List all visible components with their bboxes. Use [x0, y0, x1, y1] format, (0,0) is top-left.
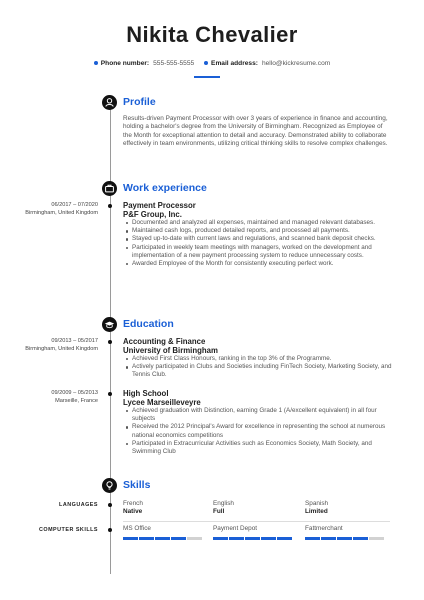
- work-date-range: 06/2017 – 07/2020: [51, 202, 98, 208]
- language-item: [305, 500, 389, 516]
- skill-level-segment: [229, 537, 244, 540]
- language-item: [123, 500, 207, 516]
- skill-level-segment: [187, 537, 202, 540]
- bullet-dot-icon: [94, 61, 98, 65]
- company-name: P&F Group, Inc.: [123, 210, 182, 219]
- email-label: Email address:: [211, 60, 258, 67]
- phone-value: 555-555-5555: [153, 60, 195, 67]
- skill-level-segment: [213, 537, 228, 540]
- list-item: Stayed up-to-date with current laws and regulations, and scanned bank deposit checks.: [132, 235, 394, 243]
- computer-skill-name: MS Office: [123, 525, 151, 532]
- header-accent-bar: [194, 76, 220, 78]
- list-item: Participated in weekly team meetings with managers, worked on the development and implementation of a new payment processing system to reduce unnecessary costs.: [132, 244, 394, 260]
- person-icon: [102, 95, 117, 110]
- skill-level-bar: [305, 537, 384, 540]
- skill-level-segment: [305, 537, 320, 540]
- language-name: French: [123, 500, 143, 507]
- job-title: Payment Processor: [123, 201, 196, 210]
- education-date-range: 09/2013 – 05/2017: [51, 338, 98, 344]
- skill-level-segment: [245, 537, 260, 540]
- skill-level-segment: [369, 537, 384, 540]
- list-item: Participated in Extracurricular Activities such as Economics Society, Math Society, and Swimming Club: [132, 440, 394, 456]
- skill-level-segment: [261, 537, 276, 540]
- lightbulb-icon: [102, 478, 117, 493]
- list-item: Awarded Employee of the Month for consistently executing perfect work.: [132, 260, 394, 268]
- skill-level-segment: [155, 537, 170, 540]
- language-name: English: [213, 500, 234, 507]
- degree-title: High School: [123, 389, 169, 398]
- school-name: University of Birmingham: [123, 346, 218, 355]
- section-title-education: Education: [123, 318, 174, 330]
- computer-skill-name: Payment Depot: [213, 525, 258, 532]
- section-title-profile: Profile: [123, 96, 156, 108]
- contact-email: [204, 60, 330, 67]
- section-title-work: Work experience: [123, 182, 207, 194]
- education-date-range: 09/2009 – 05/2013: [51, 390, 98, 396]
- timeline-dot: [108, 528, 112, 532]
- computer-skill-item: [305, 525, 389, 533]
- computer-skill-item: [213, 525, 297, 533]
- languages-label: LANGUAGES: [59, 502, 98, 508]
- graduation-cap-icon: [102, 317, 117, 332]
- timeline-dot: [108, 204, 112, 208]
- list-item: Achieved First Class Honours, ranking in the top 3% of the Programme.: [132, 355, 394, 363]
- list-item: Maintained cash logs, produced detailed reports, and processed all payments.: [132, 227, 394, 235]
- bullet-dot-icon: [204, 61, 208, 65]
- computer-skills-label: COMPUTER SKILLS: [38, 527, 98, 533]
- contact-line: [0, 60, 424, 67]
- divider: [123, 521, 390, 522]
- timeline-dot: [108, 392, 112, 396]
- skill-level-segment: [123, 537, 138, 540]
- education-dates: [10, 338, 98, 353]
- education-dates: [10, 390, 98, 405]
- timeline-dot: [108, 503, 112, 507]
- education-bullet-list: [132, 355, 394, 380]
- section-title-skills: Skills: [123, 479, 151, 491]
- work-dates: [10, 202, 98, 217]
- list-item: Achieved graduation with Distinction, earning Grade 1 (A/excellent equivalent) in all four subjects: [132, 407, 394, 423]
- list-item: Actively participated in Clubs and Societies including FinTech Society, Marketing Society, and Tennis Club.: [132, 363, 394, 379]
- skill-level-bar: [123, 537, 202, 540]
- degree-title: Accounting & Finance: [123, 337, 206, 346]
- work-location: Birmingham, United Kingdom: [25, 209, 98, 216]
- skill-level-segment: [171, 537, 186, 540]
- skill-level-bar: [213, 537, 292, 540]
- language-item: [213, 500, 297, 516]
- language-level: Limited: [305, 508, 328, 516]
- computer-skill-item: [123, 525, 207, 533]
- skill-level-segment: [337, 537, 352, 540]
- skill-level-segment: [321, 537, 336, 540]
- language-level: Full: [213, 508, 225, 516]
- contact-phone: [94, 60, 196, 67]
- skill-level-segment: [139, 537, 154, 540]
- language-level: Native: [123, 508, 143, 516]
- list-item: Received the 2012 Principal's Award for excellence in representing the school at numerous national economics competitions: [132, 423, 394, 439]
- briefcase-icon: [102, 181, 117, 196]
- computer-skill-name: Fattmerchant: [305, 525, 343, 532]
- education-bullet-list: [132, 407, 394, 456]
- skill-level-segment: [353, 537, 368, 540]
- education-location: Birmingham, United Kingdom: [25, 345, 98, 352]
- work-bullet-list: [132, 219, 394, 268]
- email-value[interactable]: hello@kickresume.com: [261, 60, 331, 67]
- candidate-name: Nikita Chevalier: [126, 22, 298, 47]
- school-name: Lycee Marseilleveyre: [123, 398, 201, 407]
- timeline-dot: [108, 340, 112, 344]
- skill-level-segment: [277, 537, 292, 540]
- list-item: Documented and analyzed all expenses, maintained and managed relevant databases.: [132, 219, 394, 227]
- profile-text: Results-driven Payment Processor with over 3 years of experience in finance and accounting, holding a bachelor's degree from the University of Birmingham. Recognized as Employee of the Month for exceptional attention to detail and accuracy. Demonstrated ability to collaborate effectively in team environments, utilizing critical thinking skills to resolve complex challenges.: [123, 115, 388, 148]
- education-location: Marseille, France: [55, 397, 98, 404]
- phone-label: Phone number:: [100, 60, 150, 67]
- language-name: Spanish: [305, 500, 329, 507]
